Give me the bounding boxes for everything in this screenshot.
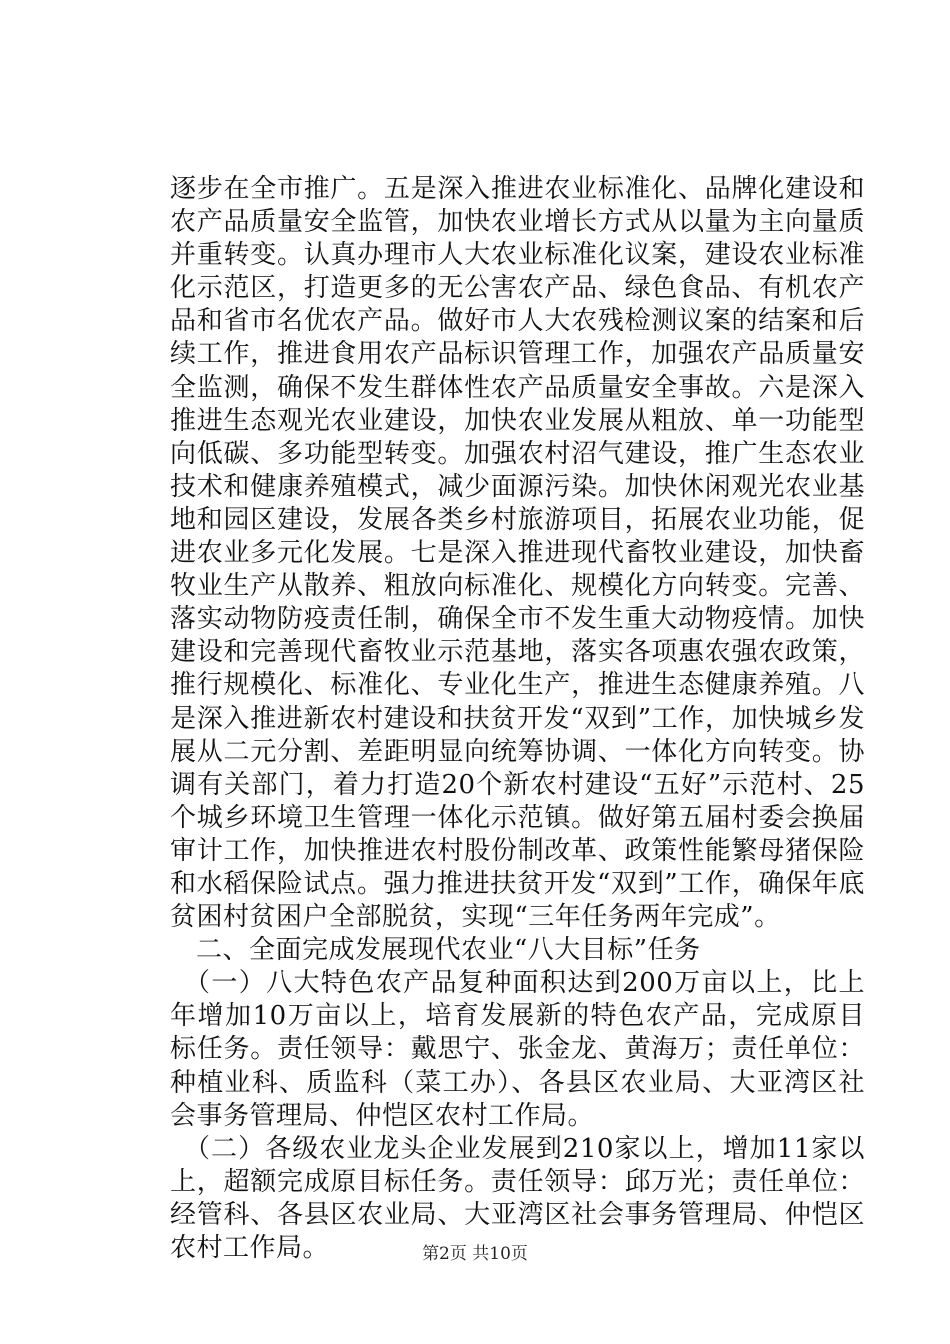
document-body: [170, 173, 865, 1265]
list-item-1: （一）八大特色农产品复种面积达到200万亩以上，比上年增加10万亩以上，培育发展新的特色农产品，完成原目标任务。责任领导：戴思宁、张金龙、黄海万；责任单位：种植业科、质监科（菜工办）、各县区农业局、大亚湾区社会事务管理局、仲恺区农村工作局。: [170, 968, 865, 1131]
paragraph-continuation: 逐步在全市推广。五是深入推进农业标准化、品牌化建设和农产品质量安全监管，加快农业增长方式从以量为主向量质并重转变。认真办理市人大农业标准化议案，建设农业标准化示范区，打造更多的无公害农产品、绿色食品、有机农产品和省市名优农产品。做好市人大农残检测议案的结案和后续工作，推进食用农产品标识管理工作，加强农产品质量安全监测，确保不发生群体性农产品质量安全事故。六是深入推进生态观光农业建设，加快农业发展从粗放、单一功能型向低碳、多功能型转变。加强农村沼气建设，推广生态农业技术和健康养殖模式，减少面源污染。加快休闲观光农业基地和园区建设，发展各类乡村旅游项目，拓展农业功能，促进农业多元化发展。七是深入推进现代畜牧业建设，加快畜牧业生产从散养、粗放向标准化、规模化方向转变。完善、落实动物防疫责任制，确保全市不发生重大动物疫情。加快建设和完善现代畜牧业示范基地，落实各项惠农强农政策，推行规模化、标准化、专业化生产，推进生态健康养殖。八是深入推进新农村建设和扶贫开发“双到”工作，加快城乡发展从二元分割、差距明显向统筹协调、一体化方向转变。协调有关部门，着力打造20个新农村建设“五好”示范村、25个城乡环境卫生管理一体化示范镇。做好第五届村委会换届审计工作，加快推进农村股份制改革、政策性能繁母猪保险和水稻保险试点。强力推进扶贫开发“双到”工作，确保年底贫困村贫困户全部脱贫，实现“三年任务两年完成”。: [170, 174, 865, 933]
list-item-2: （二）各级农业龙头企业发展到210家以上，增加11家以上，超额完成原目标任务。责任领导：邱万光；责任单位：经管科、各县区农业局、大亚湾区社会事务管理局、仲恺区农村工作局。: [170, 1133, 865, 1263]
section-heading: 二、全面完成发展现代农业“八大目标”任务: [196, 935, 701, 966]
page-number-footer: 第2页 共10页: [422, 1244, 528, 1264]
